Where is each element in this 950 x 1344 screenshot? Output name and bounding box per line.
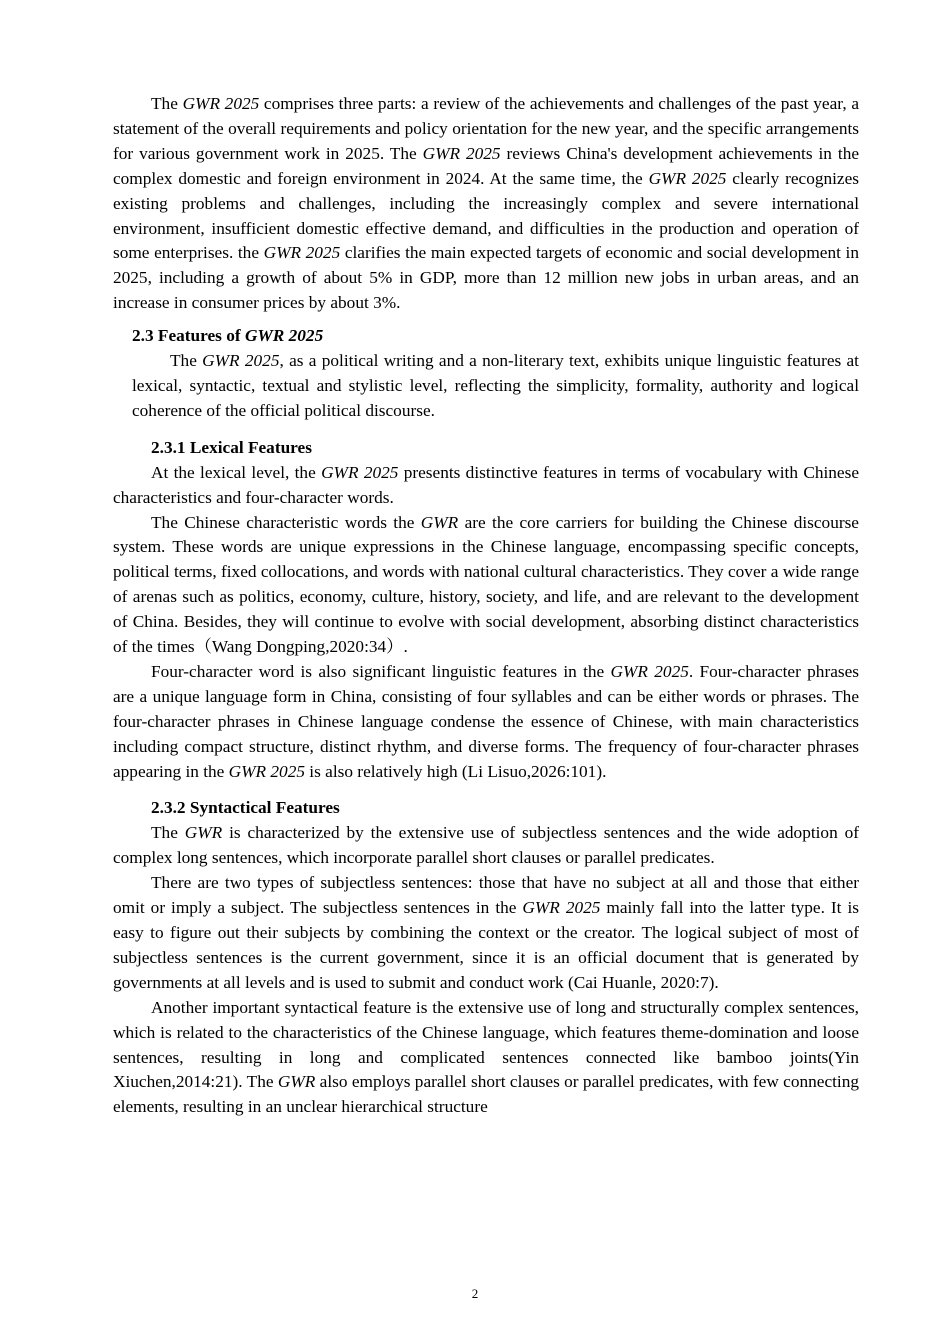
italic-term: GWR 2025 bbox=[263, 243, 341, 263]
italic-term: GWR 2025 bbox=[648, 168, 727, 188]
italic-term: GWR bbox=[184, 823, 223, 843]
italic-term: GWR 2025 bbox=[228, 761, 305, 781]
italic-term: GWR 2025 bbox=[422, 143, 501, 163]
italic-term: GWR 2025 bbox=[202, 351, 280, 371]
section-heading-2-3: 2.3 Features of GWR 2025 bbox=[132, 326, 324, 346]
paragraph: The GWR is characterized by the extensive use of subjectless sentences and the wide adoption of complex long sentences, which incorporate parallel short clauses or parallel predicates. bbox=[113, 823, 860, 868]
italic-term: GWR 2025 bbox=[522, 898, 601, 918]
page-number: 2 bbox=[471, 1286, 479, 1301]
subsection-heading-2-3-1: 2.3.1 Lexical Features bbox=[151, 437, 312, 457]
paragraph: The GWR 2025 comprises three parts: a review of the achievements and challenges of the past year, a statement of the overall requirements and policy orientation for the new year, and the specific arrangements for various government work in 2025. The GWR 2025 reviews China's development achievements in the complex domestic and foreign environment in 2024. At the same time, the GWR 2025 clearly recognizes existing problems and challenges, including the increasingly complex and severe international environment, insufficient domestic effective demand, and difficulties in the production and operation of some enterprises. the GWR 2025 clarifies the main expected targets of economic and social development in 2025, including a growth of about 5% in GDP, more than 12 million new jobs in urban areas, and an increase in consumer prices by about 3%. bbox=[113, 94, 859, 313]
body-text bbox=[113, 92, 859, 1120]
italic-term: GWR 2025 bbox=[244, 326, 324, 346]
italic-term: GWR 2025 bbox=[321, 462, 399, 482]
subsection-heading-2-3-2: 2.3.2 Syntactical Features bbox=[151, 798, 340, 818]
italic-term: GWR 2025 bbox=[610, 661, 689, 681]
paragraph: At the lexical level, the GWR 2025 presents distinctive features in terms of vocabulary with Chinese characteristics and four-character words. bbox=[113, 462, 859, 507]
paragraph: There are two types of subjectless sentences: those that have no subject at all and those that either omit or imply a subject. The subjectless sentences in the GWR 2025 mainly fall into the latter type. It is easy to figure out their subjects by combining the context or the creator. The logical subject of most of subjectless sentences is the current government, since it is an official document that is generated by governments at all levels and is used to submit and conduct work (Cai Huanle, 2020:7). bbox=[113, 873, 859, 992]
paragraph: The Chinese characteristic words the GWR are the core carriers for building the Chinese discourse system. These words are unique expressions in the Chinese language, encompassing specific concepts, political terms, fixed collocations, and words with national cultural characteristics. They cover a wide range of arenas such as politics, economy, culture, history, society, and life, and are relevant to the development of China. Besides, they will continue to evolve with social development, absorbing distinct characteristics of the times（Wang Dongping,2020:34）. bbox=[113, 512, 859, 657]
italic-term: GWR 2025 bbox=[182, 94, 260, 113]
italic-term: GWR bbox=[420, 512, 459, 532]
italic-term: GWR bbox=[277, 1072, 316, 1092]
paragraph: Another important syntactical feature is the extensive use of long and structurally complex sentences, which is related to the characteristics of the Chinese language, which features theme-domination and loose sentences, resulting in long and complicated sentences connected like bamboo joints(Yin Xiuchen,2014:21). The GWR also employs parallel short clauses or parallel predicates, with few connecting elements, resulting in an unclear hierarchical structure bbox=[113, 997, 860, 1117]
paragraph: The GWR 2025, as a political writing and a non-literary text, exhibits unique linguistic features at lexical, syntactic, textual and stylistic level, reflecting the simplicity, formality, authority and logical coherence of the official political discourse. bbox=[132, 351, 859, 420]
paragraph: Four-character word is also significant linguistic features in the GWR 2025. Four-character phrases are a unique language form in China, consisting of four syllables and can be either words or phrases. The four-character phrases in Chinese language condense the essence of Chinese, with main characteristics including compact structure, distinct rhythm, and diverse forms. The frequency of four-character phrases appearing in the GWR 2025 is also relatively high (Li Lisuo,2026:101). bbox=[113, 661, 859, 781]
